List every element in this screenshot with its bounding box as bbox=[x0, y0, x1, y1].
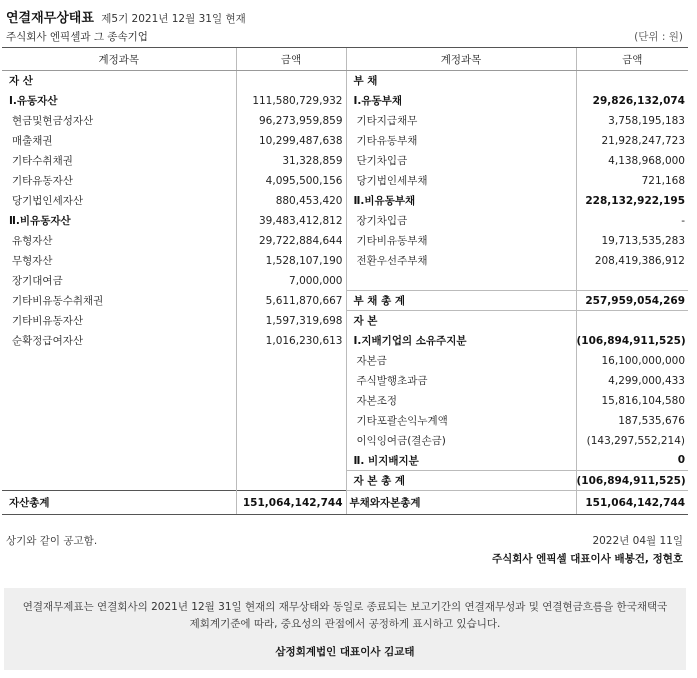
account-left bbox=[2, 471, 236, 491]
unit-label: (단위 : 원) bbox=[634, 31, 683, 43]
auditor-name: 삼정회계법인 대표이사 김교태 bbox=[275, 646, 415, 658]
company-name: 주식회사 엔픽셀과 그 종속기업 bbox=[6, 31, 148, 43]
account-right: 자 본 총 계 bbox=[346, 471, 576, 491]
amount-right bbox=[576, 271, 688, 291]
table-row bbox=[2, 311, 688, 331]
account-left: Ⅰ.유동자산 bbox=[9, 95, 58, 107]
account-left: Ⅱ.비유동자산 bbox=[9, 215, 71, 227]
amount-left bbox=[236, 411, 346, 431]
table-row bbox=[2, 151, 688, 171]
table-header-row bbox=[2, 48, 688, 71]
total-row bbox=[2, 491, 688, 515]
table-row bbox=[2, 111, 688, 131]
account-left bbox=[2, 391, 236, 411]
amount-left bbox=[236, 391, 346, 411]
table-row bbox=[2, 351, 688, 371]
account-right: Ⅰ.유동부채 bbox=[346, 91, 576, 111]
amount-left: 1,016,230,613 bbox=[236, 331, 346, 351]
amount-right: 721,168 bbox=[576, 171, 688, 191]
amount-right: (106,894,911,525) bbox=[576, 471, 688, 491]
account-right: 기타지급채무 bbox=[346, 111, 576, 131]
amount-left: 1,597,319,698 bbox=[236, 311, 346, 331]
report-date: 2022년 04월 11일 bbox=[592, 535, 683, 547]
table-row bbox=[2, 131, 688, 151]
table-row bbox=[2, 331, 688, 351]
table-row bbox=[2, 71, 688, 91]
auditor-opinion-box bbox=[4, 588, 686, 670]
account-right: 기타비유동부채 bbox=[346, 231, 576, 251]
auditor-opinion-text: 연결재무제표는 연결회사의 2021년 12월 31일 현재의 재무상태와 동일로 종료되는 보고기간의 연결재무성과 및 연결현금흐름을 한국채택국제회계기준에 따라, 중요성의 관점에서 공정하게 표시하고 있습니다. bbox=[22, 601, 668, 630]
amount-left: 96,273,959,859 bbox=[236, 111, 346, 131]
total-liabilities-equity-label: 부채와자본총계 bbox=[346, 491, 576, 515]
amount-right: 257,959,054,269 bbox=[576, 291, 688, 311]
account-left bbox=[2, 451, 236, 471]
amount-right: - bbox=[576, 211, 688, 231]
account-left bbox=[2, 411, 236, 431]
account-right bbox=[346, 271, 576, 291]
account-left: 기타비유동수취채권 bbox=[12, 295, 104, 307]
amount-left bbox=[236, 471, 346, 491]
account-right: Ⅱ. 비지배지분 bbox=[346, 451, 576, 471]
signer: 주식회사 엔픽셀 대표이사 배봉건, 정현호 bbox=[491, 553, 683, 565]
amount-right: (106,894,911,525) bbox=[576, 331, 688, 351]
amount-left: 880,453,420 bbox=[236, 191, 346, 211]
amount-left bbox=[236, 431, 346, 451]
table-row bbox=[2, 391, 688, 411]
amount-right: 208,419,386,912 bbox=[576, 251, 688, 271]
table-row bbox=[2, 91, 688, 111]
amount-right bbox=[576, 71, 688, 91]
amount-left: 5,611,870,667 bbox=[236, 291, 346, 311]
table-row bbox=[2, 291, 688, 311]
amount-left bbox=[236, 351, 346, 371]
amount-right: 21,928,247,723 bbox=[576, 131, 688, 151]
balance-sheet-body bbox=[2, 71, 688, 491]
table-row bbox=[2, 251, 688, 271]
amount-left: 29,722,884,644 bbox=[236, 231, 346, 251]
account-right: 부 채 총 계 bbox=[346, 291, 576, 311]
amount-right: 4,299,000,433 bbox=[576, 371, 688, 391]
amount-left: 10,299,487,638 bbox=[236, 131, 346, 151]
balance-sheet-table bbox=[2, 47, 688, 515]
table-row bbox=[2, 451, 688, 471]
account-left: 순확정급여자산 bbox=[12, 335, 84, 347]
amount-left: 1,528,107,190 bbox=[236, 251, 346, 271]
notice-text: 상기와 같이 공고함. bbox=[6, 535, 98, 547]
header-account-right: 계정과목 bbox=[346, 48, 576, 71]
table-row bbox=[2, 231, 688, 251]
amount-left bbox=[236, 451, 346, 471]
table-row bbox=[2, 471, 688, 491]
amount-left: 39,483,412,812 bbox=[236, 211, 346, 231]
amount-left: 31,328,859 bbox=[236, 151, 346, 171]
account-right: 이익잉여금(결손금) bbox=[346, 431, 576, 451]
account-right: 단기차입금 bbox=[346, 151, 576, 171]
table-row bbox=[2, 211, 688, 231]
account-right: 장기차입금 bbox=[346, 211, 576, 231]
account-right: 전환우선주부채 bbox=[346, 251, 576, 271]
account-left: 현금및현금성자산 bbox=[12, 115, 94, 127]
amount-left bbox=[236, 71, 346, 91]
account-right: 자본금 bbox=[346, 351, 576, 371]
account-left: 기타유동자산 bbox=[12, 175, 73, 187]
amount-left: 7,000,000 bbox=[236, 271, 346, 291]
table-row bbox=[2, 191, 688, 211]
account-left: 매출채권 bbox=[12, 135, 53, 147]
amount-right: 228,132,922,195 bbox=[576, 191, 688, 211]
amount-right: (143,297,552,214) bbox=[576, 431, 688, 451]
amount-left: 111,580,729,932 bbox=[236, 91, 346, 111]
header-account-left: 계정과목 bbox=[2, 48, 236, 71]
account-left: 무형자산 bbox=[12, 255, 53, 267]
account-right: 기타포괄손익누계액 bbox=[346, 411, 576, 431]
account-right: 주식발행초과금 bbox=[346, 371, 576, 391]
account-left bbox=[2, 431, 236, 451]
amount-right: 16,100,000,000 bbox=[576, 351, 688, 371]
account-right: 기타유동부채 bbox=[346, 131, 576, 151]
amount-left bbox=[236, 371, 346, 391]
amount-right: 187,535,676 bbox=[576, 411, 688, 431]
account-right: 당기법인세부채 bbox=[346, 171, 576, 191]
table-row bbox=[2, 271, 688, 291]
account-left: 유형자산 bbox=[12, 235, 53, 247]
header-amount-right: 금액 bbox=[576, 48, 688, 71]
account-left: 기타비유동자산 bbox=[12, 315, 84, 327]
account-left: 자 산 bbox=[9, 75, 33, 88]
title-row bbox=[6, 7, 246, 26]
account-right: 자 본 bbox=[346, 311, 576, 331]
amount-right: 0 bbox=[576, 451, 688, 471]
page-title: 연결재무상태표 bbox=[6, 11, 94, 26]
table-row bbox=[2, 431, 688, 451]
account-left: 장기대여금 bbox=[12, 275, 63, 287]
account-right: Ⅰ.지배기업의 소유주지분 bbox=[346, 331, 576, 351]
report-period: 제5기 2021년 12월 31일 현재 bbox=[101, 13, 246, 25]
account-left bbox=[2, 351, 236, 371]
amount-right: 4,138,968,000 bbox=[576, 151, 688, 171]
amount-right: 29,826,132,074 bbox=[576, 91, 688, 111]
amount-left: 4,095,500,156 bbox=[236, 171, 346, 191]
amount-right: 19,713,535,283 bbox=[576, 231, 688, 251]
header-amount-left: 금액 bbox=[236, 48, 346, 71]
total-assets-amount: 151,064,142,744 bbox=[236, 491, 346, 515]
account-left bbox=[2, 371, 236, 391]
table-row bbox=[2, 411, 688, 431]
account-left: 당기법인세자산 bbox=[12, 195, 84, 207]
total-liabilities-equity-amount: 151,064,142,744 bbox=[576, 491, 688, 515]
account-right: 자본조정 bbox=[346, 391, 576, 411]
table-row bbox=[2, 371, 688, 391]
account-right: 부 채 bbox=[346, 71, 576, 91]
account-left: 기타수취채권 bbox=[12, 155, 73, 167]
amount-right bbox=[576, 311, 688, 331]
total-assets-label: 자산총계 bbox=[2, 491, 236, 515]
account-right: Ⅱ.비유동부채 bbox=[346, 191, 576, 211]
amount-right: 15,816,104,580 bbox=[576, 391, 688, 411]
table-row bbox=[2, 171, 688, 191]
amount-right: 3,758,195,183 bbox=[576, 111, 688, 131]
